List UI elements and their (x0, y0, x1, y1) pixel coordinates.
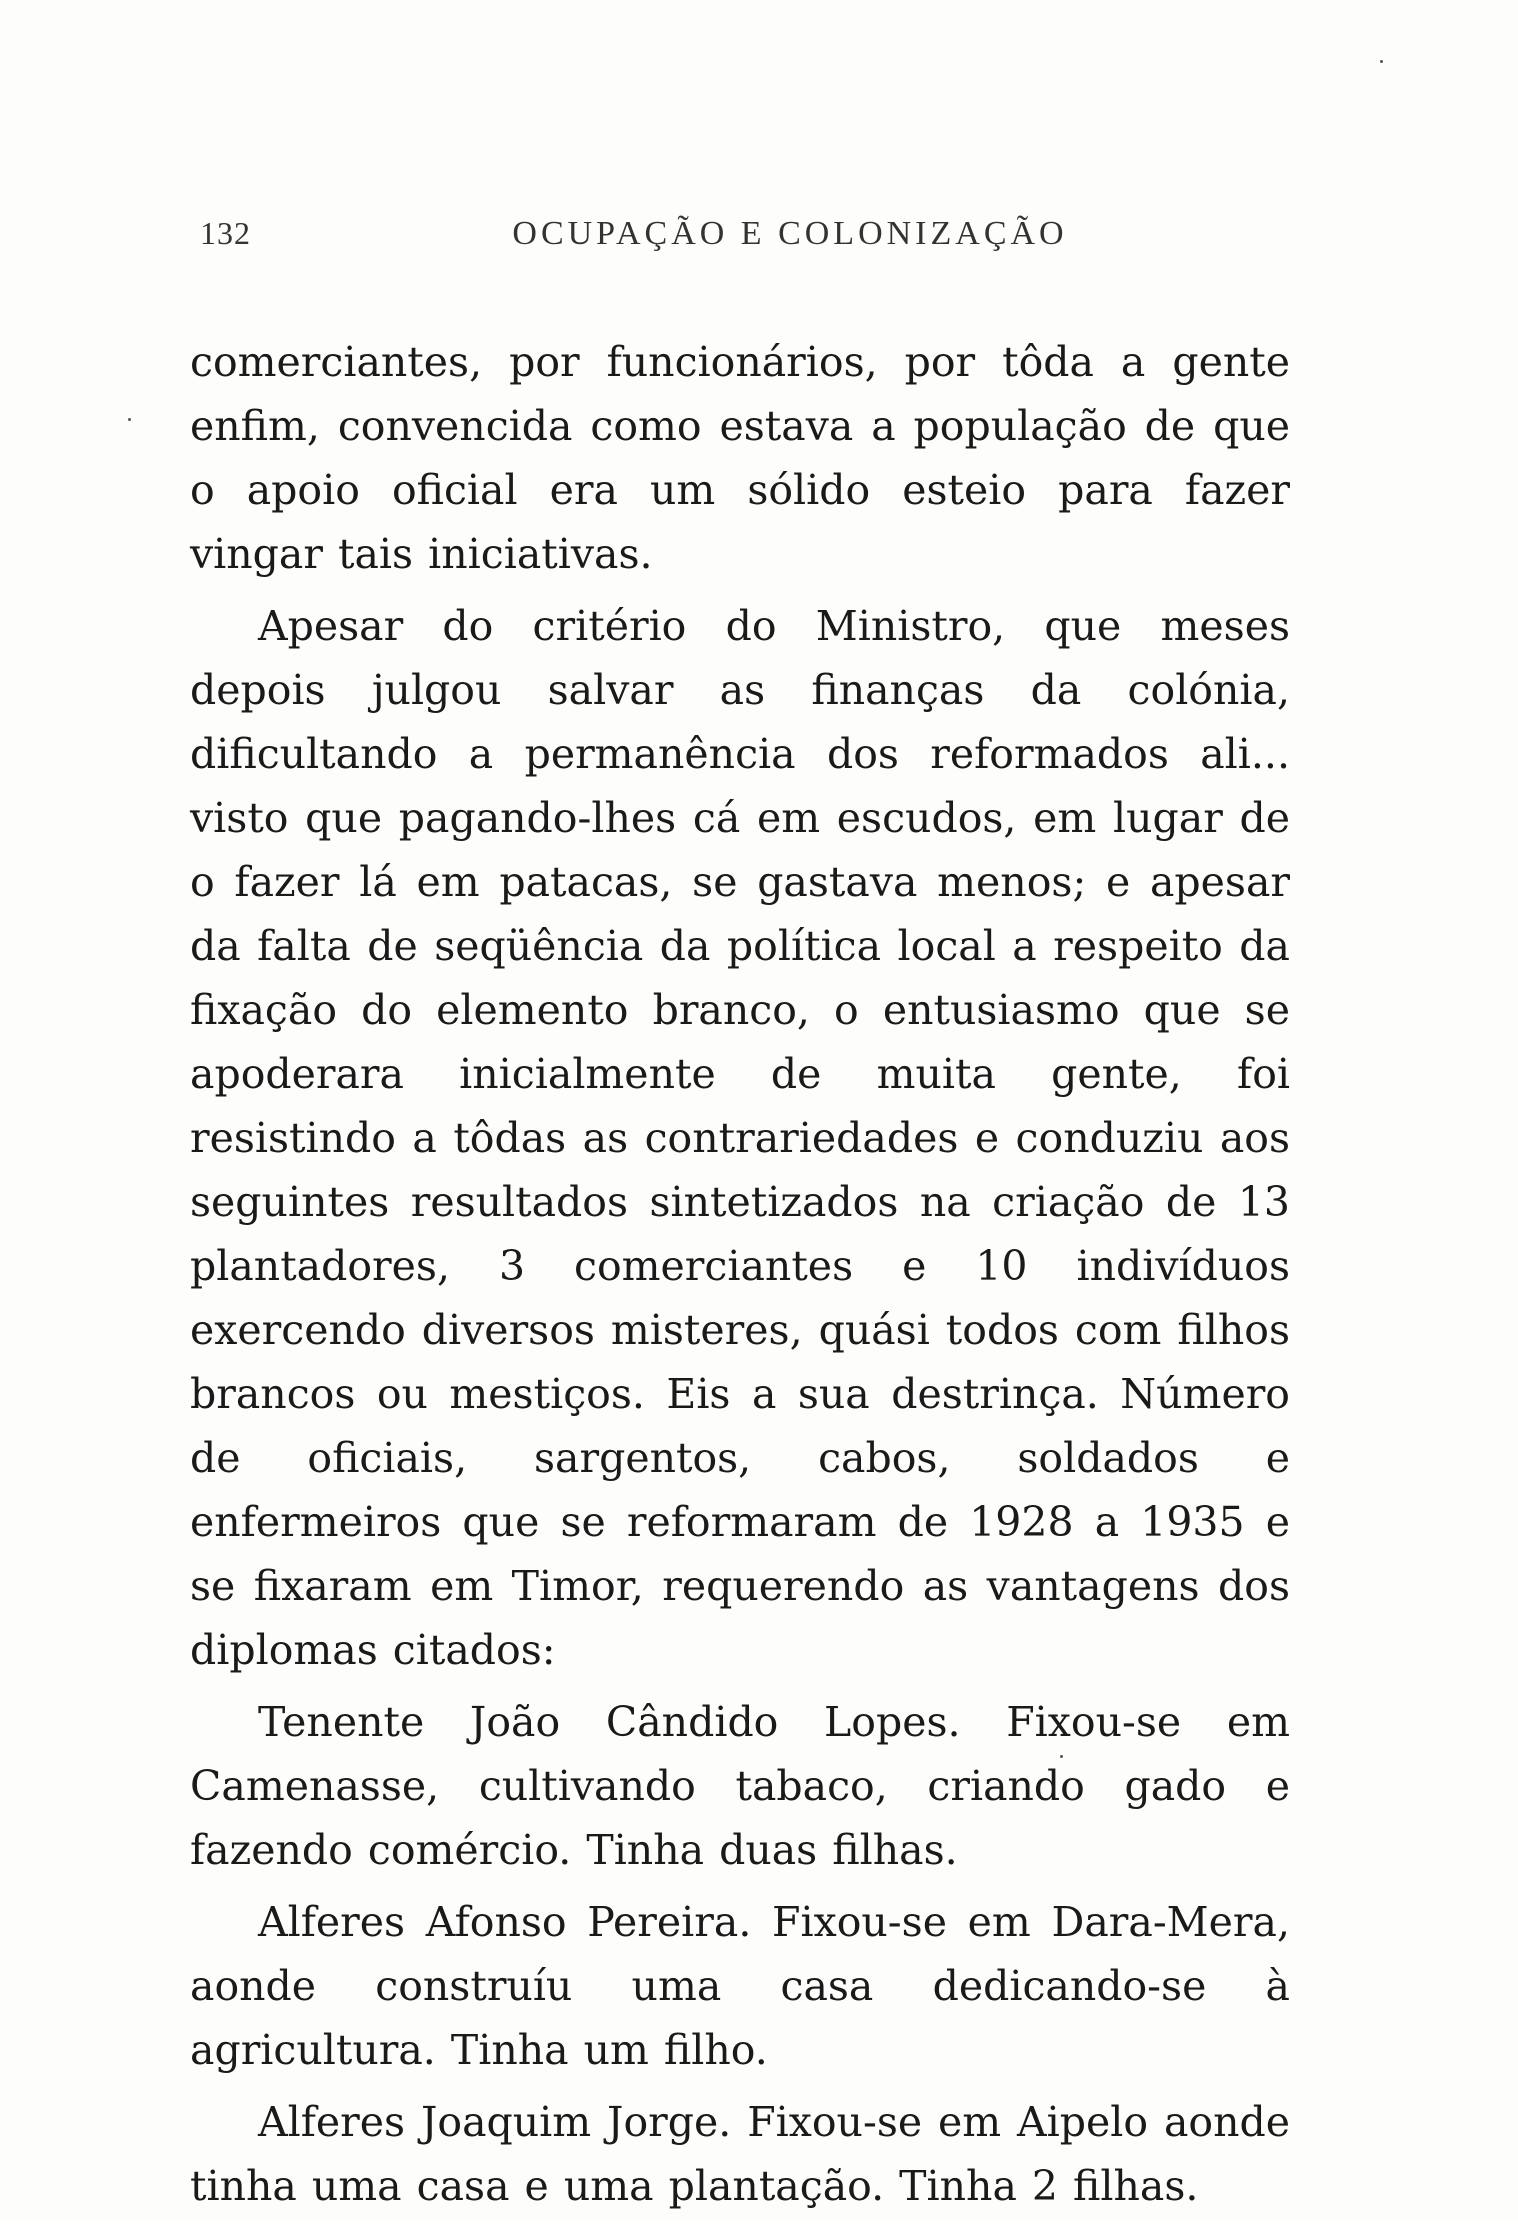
running-title: OCUPAÇÃO E COLONIZAÇÃO (512, 215, 1068, 252)
paragraph-alferes-jorge: Alferes Joaquim Jorge. Fixou-se em Aipelo aonde tinha uma casa e uma plantação. Tinha 2 filhas. (190, 2098, 1290, 2210)
running-head (200, 215, 1290, 275)
paper-speck (128, 418, 131, 421)
paper-speck (1380, 60, 1383, 63)
paragraph-alferes-pereira: Alferes Afonso Pereira. Fixou-se em Dara-Mera, aonde construíu uma casa dedicando-se à agricultura. Tinha um filho. (190, 1898, 1290, 2074)
page-number: 132 (200, 215, 251, 251)
paragraph-tenente-lopes: Tenente João Cândido Lopes. Fixou-se em Camenasse, cultivando tabaco, criando gado e fazendo comércio. Tinha duas filhas. (190, 1698, 1290, 1874)
paper-speck (1060, 1755, 1063, 1758)
paragraph-continued: comerciantes, por funcionários, por tôda a gente enfim, convencida como estava a população de que o apoio oficial era um sólido esteio para fazer vingar tais iniciativas. (190, 338, 1290, 578)
body-text (190, 330, 1290, 2226)
paragraph-apesar: Apesar do critério do Ministro, que meses depois julgou salvar as finanças da colónia, dificultando a permanência dos reformados ali... visto que pagando-lhes cá em escudos, em lugar de o fazer lá em patacas, se gastava menos; e apesar da falta de seqüência da política local a respeito da fixação do elemento branco, o entusiasmo que se apoderara inicialmente de muita gente, foi resistindo a tôdas as contrariedades e conduziu aos seguintes resultados sintetizados na criação de 13 plantadores, 3 comerciantes e 10 indivíduos exercendo diversos misteres, quási todos com filhos brancos ou mestiços. Eis a sua destrinça. Número de oficiais, sargentos, cabos, soldados e enfermeiros que se reformaram de 1928 a 1935 e se fixaram em Timor, requerendo as vantagens dos diplomas citados: (190, 602, 1290, 1674)
